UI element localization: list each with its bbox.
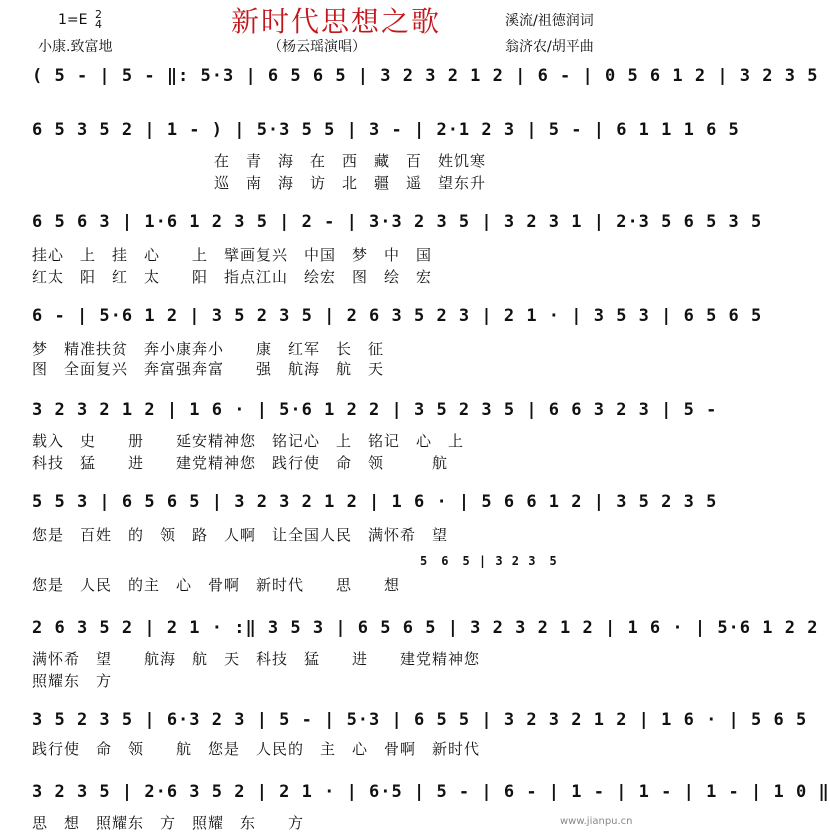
key-label: 1=E xyxy=(58,12,88,28)
notation-row-8: 3 5 2 3 5 | 6·3 2 3 | 5 - | 5·3 | 6 5 5 | 3 2 3 2 1 2 | 1 6 · | 5 6 5 xyxy=(32,710,808,730)
lyric-row-6: 您是 百姓 的 领 路 人啊 让全国人民 满怀希 望 xyxy=(32,526,449,544)
composer: 翁济农/胡平曲 xyxy=(505,39,594,55)
time-bottom: 4 xyxy=(94,18,102,31)
lyricist: 溪流/祖德润词 xyxy=(505,13,594,29)
time-signature xyxy=(95,10,102,30)
notation-row-1: ( 5 - | 5 - ‖: 5·3 | 6 5 6 5 | 3 2 3 2 1 2 | 6 - | 0 5 6 1 2 | 3 2 3 5 xyxy=(32,66,819,86)
song-title: 新时代思想之歌 xyxy=(230,5,441,38)
lyric-row-9: 思 想 照耀东 方 照耀 东 方 xyxy=(32,814,305,832)
notation-row-3: 6 5 6 3 | 1·6 1 2 3 5 | 2 - | 3·3 2 3 5 | 3 2 3 1 | 2·3 5 6 5 3 5 xyxy=(32,212,763,232)
lyric-row-4-verse-2: 图 全面复兴 奔富强奔富 强 航海 航 天 xyxy=(32,360,385,378)
watermark: www.jianpu.cn xyxy=(560,816,633,827)
lyric-row-7-verse-2: 照耀东 方 xyxy=(32,672,113,690)
notation-row-5: 3 2 3 2 1 2 | 1 6 · | 5·6 1 2 2 | 3 5 2 3 5 | 6 6 3 2 3 | 5 - xyxy=(32,400,718,420)
lyric-row-6b: 您是 人民 的主 心 骨啊 新时代 思 想 xyxy=(32,576,401,594)
key-signature xyxy=(58,10,102,30)
time-top: 2 xyxy=(94,8,102,21)
notation-row-6b: 5 6 5 | 3 2 3 5 xyxy=(420,554,558,568)
notation-row-9: 3 2 3 5 | 2·6 3 5 2 | 2 1 · | 6·5 | 5 - | 6 - | 1 - | 1 - | 1 - | 1 0 ‖ xyxy=(32,782,830,802)
lyric-row-5-verse-1: 载入 史 册 延安精神您 铭记心 上 铭记 心 上 xyxy=(32,432,465,450)
notation-row-6: 5 5 3 | 6 5 6 5 | 3 2 3 2 1 2 | 1 6 · | 5 6 6 1 2 | 3 5 2 3 5 xyxy=(32,492,718,512)
lyric-row-7-verse-1: 满怀希 望 航海 航 天 科技 猛 进 建党精神您 xyxy=(32,650,481,668)
notation-row-4: 6 - | 5·6 1 2 | 3 5 2 3 5 | 2 6 3 5 2 3 | 2 1 · | 3 5 3 | 6 5 6 5 xyxy=(32,306,763,326)
lyric-row-5-verse-2: 科技 猛 进 建党精神您 践行使 命 领 航 xyxy=(32,454,449,472)
lyric-row-3-verse-1: 挂心 上 挂 心 上 擘画复兴 中国 梦 中 国 xyxy=(32,246,433,264)
lyric-row-3-verse-2: 红太 阳 红 太 阳 指点江山 绘宏 图 绘 宏 xyxy=(32,268,433,286)
subtitle-left: 小康.致富地 xyxy=(38,39,113,55)
performer: （杨云瑶演唱） xyxy=(268,39,366,55)
lyric-row-2-verse-1: 在 青 海 在 西 藏 百 姓饥寒 xyxy=(214,152,487,170)
lyric-row-4-verse-1: 梦 精准扶贫 奔小康奔小 康 红军 长 征 xyxy=(32,340,385,358)
lyric-row-8: 践行使 命 领 航 您是 人民的 主 心 骨啊 新时代 xyxy=(32,740,481,758)
lyric-row-2-verse-2: 巡 南 海 访 北 疆 遥 望东升 xyxy=(214,174,487,192)
notation-row-2: 6 5 3 5 2 | 1 - ) | 5·3 5 5 | 3 - | 2·1 2 3 | 5 - | 6 1 1 1 6 5 xyxy=(32,120,740,140)
notation-row-7: 2 6 3 5 2 | 2 1 · :‖ 3 5 3 | 6 5 6 5 | 3 2 3 2 1 2 | 1 6 · | 5·6 1 2 2 xyxy=(32,618,819,638)
